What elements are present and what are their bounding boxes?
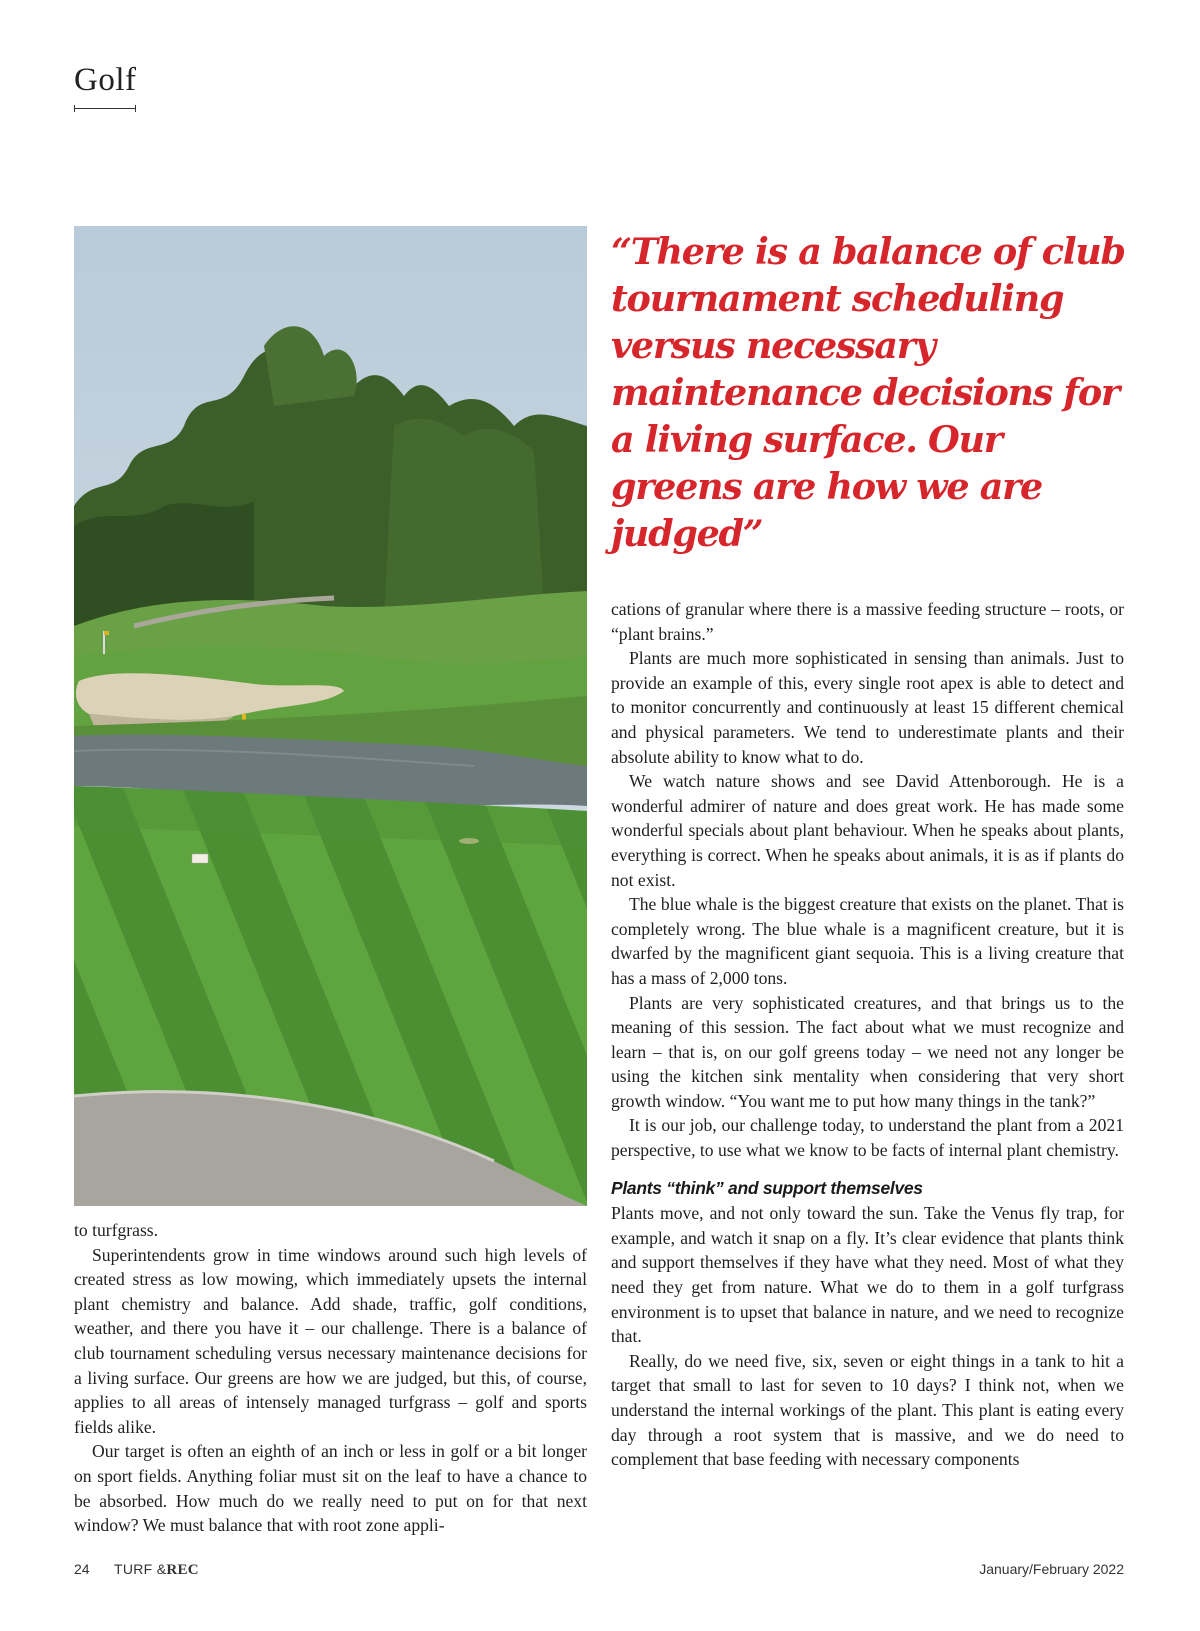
body-paragraph: Superintendents grow in time windows around such high levels of created stress as low mowing, which immediately upsets the internal plant chemistry and balance. Add shade, traffic, golf conditions, weather, and there you have it – our challenge. There is a balance of club tournament scheduling versus necessary maintenance decisions for a living surface. Our greens are how we are judged, but this, of course, applies to all areas of intensely managed turfgrass – golf and sports fields alike. — [74, 1244, 587, 1437]
pull-quote: “There is a balance of club tournament scheduling versus necessary maintenance decisions for a living surface. Our greens are how we are judged” — [611, 230, 1125, 555]
magazine-brand — [114, 1561, 199, 1579]
golf-course-illustration — [74, 226, 587, 1206]
page-footer — [74, 1561, 1124, 1581]
body-paragraph: Plants are much more sophisticated in sensing than animals. Just to provide an example of this, every single root apex is able to detect and to monitor concurrently and continuously at least 15 different chemical and physical parameters. We tend to underestimate plants and their absolute ability to know what to do. — [611, 648, 1124, 767]
body-paragraph: Really, do we need five, six, seven or eight things in a tank to hit a target that small to last for seven to 10 days? I think not, when we understand the internal workings of the plant. This plant is eating every day through a root system that is massive, and we do need to complement that base feeding with necessary components — [611, 1350, 1124, 1470]
subheading: Plants “think” and support themselves — [611, 1177, 923, 1198]
body-paragraph: We watch nature shows and see David Attenborough. He is a wonderful admirer of nature and does great work. He has made some wonderful specials about plant behaviour. When he speaks about plants, everything is correct. When he speaks about animals, it is as if plants do not exist. — [611, 771, 1124, 890]
body-paragraph: cations of granular where there is a massive feeding structure – roots, or “plant brains.” — [611, 599, 1124, 644]
brand-bold: REC — [166, 1562, 199, 1578]
brand-prefix: TURF & — [114, 1561, 167, 1577]
issue-date: January/February 2022 — [979, 1561, 1124, 1577]
left-text-column — [74, 1218, 587, 1538]
page-number: 24 — [74, 1561, 90, 1577]
golf-course-photo — [74, 226, 587, 1206]
body-paragraph: Plants are very sophisticated creatures, and that brings us to the meaning of this session. The fact about what we must recognize and learn – that is, on our golf greens today – we need not any longer be using the kitchen sink mentality when considering that very short growth window. “You want me to put how many things in the tank?” — [611, 992, 1124, 1111]
body-paragraph: Plants move, and not only toward the sun. Take the Venus fly trap, for example, and watch it snap on a fly. It’s clear evidence that plants think and support themselves if they have what they need. Most of what they need they get from nature. What we do to them in a golf turfgrass environment is to upset that balance in nature, and we need to recognize that. — [611, 1203, 1124, 1347]
section-label: Golf — [74, 62, 137, 98]
body-paragraph: The blue whale is the biggest creature that exists on the planet. That is completely wrong. The blue whale is a magnificent creature, but it is dwarfed by the magnificent giant sequoia. This is a living creature that has a mass of 2,000 tons. — [611, 894, 1124, 988]
right-text-column — [611, 597, 1124, 1472]
body-paragraph: to turfgrass. — [74, 1220, 159, 1240]
body-paragraph: It is our job, our challenge today, to understand the plant from a 2021 perspective, to use what we know to be facts of internal plant chemistry. — [611, 1115, 1124, 1161]
body-paragraph: Our target is often an eighth of an inch or less in golf or a bit longer on sport fields. Anything foliar must sit on the leaf to have a chance to be absorbed. How much do we really need to put on for that next window? We must balance that with root zone appli- — [74, 1441, 587, 1536]
section-rule — [74, 108, 136, 109]
